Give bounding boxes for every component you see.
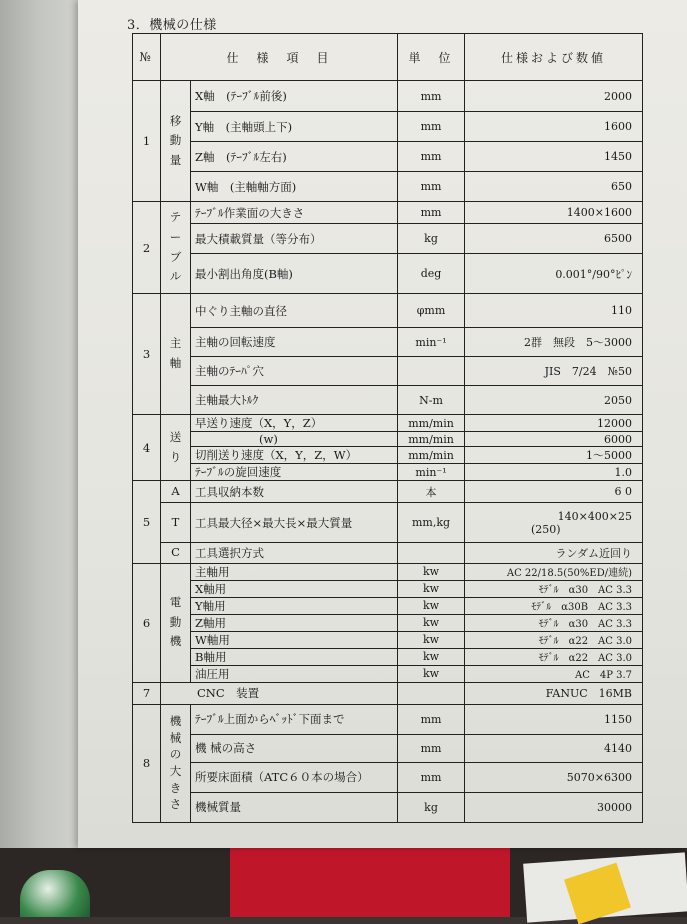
- unit-cell: mm: [398, 172, 465, 202]
- item-cell: ﾃｰﾌﾞﾙ上面からﾍﾞｯﾄﾞ下面まで: [191, 704, 398, 734]
- value-cell: 6500: [465, 224, 643, 254]
- unit-cell: deg: [398, 254, 465, 294]
- value-cell: ランダム近回り: [465, 543, 643, 564]
- table-row: [133, 464, 643, 481]
- value-cell: AC 22/18.5(50%ED/連続): [465, 563, 643, 580]
- value-cell: JIS 7/24 №50: [465, 357, 643, 386]
- item-cell: 最小割出角度(B軸): [191, 254, 398, 294]
- value-cell: 2050: [465, 386, 643, 415]
- group-number: 4: [133, 415, 161, 481]
- table-row: [133, 254, 643, 294]
- item-cell: W軸用: [191, 631, 398, 648]
- table-row: [133, 734, 643, 762]
- unit-cell: kw: [398, 563, 465, 580]
- table-row: [133, 357, 643, 386]
- item-cell: 早送り速度（X，Y，Z）: [191, 415, 398, 432]
- item-cell: 最大積載質量（等分布）: [191, 224, 398, 254]
- unit-cell: kw: [398, 597, 465, 614]
- item-cell: 機 械の高さ: [191, 734, 398, 762]
- unit-cell: mm: [398, 704, 465, 734]
- table-row: [133, 648, 643, 665]
- value-cell: ﾓﾃﾞﾙ α30 AC 3.3: [465, 580, 643, 597]
- unit-cell: min⁻¹: [398, 328, 465, 357]
- value-cell: 1～5000: [465, 447, 643, 464]
- unit-cell: mm: [398, 202, 465, 224]
- unit-cell: kw: [398, 614, 465, 631]
- value-cell: FANUC 16MB: [465, 682, 643, 704]
- table-row: [133, 503, 643, 543]
- unit-cell: 本: [398, 481, 465, 503]
- item-cell: 工具収納本数: [191, 481, 398, 503]
- value-cell: 30000: [465, 792, 643, 822]
- value-cell: 110: [465, 294, 643, 328]
- table-header-row: [133, 34, 643, 81]
- table-row: [133, 792, 643, 822]
- value-cell: ﾓﾃﾞﾙ α30 AC 3.3: [465, 614, 643, 631]
- header-value: 仕様および数値: [465, 34, 643, 81]
- group-label: A: [161, 481, 191, 503]
- unit-cell: [398, 543, 465, 564]
- table-row: [133, 665, 643, 682]
- item-cell: 主軸用: [191, 563, 398, 580]
- item-cell: CNC 装置: [161, 682, 398, 704]
- table-row: [133, 580, 643, 597]
- group-number: 1: [133, 81, 161, 202]
- header-no: №: [133, 34, 161, 81]
- unit-cell: mm: [398, 81, 465, 112]
- unit-cell: [398, 357, 465, 386]
- table-row: [133, 294, 643, 328]
- item-cell: 主軸最大ﾄﾙｸ: [191, 386, 398, 415]
- item-cell: X軸 (ﾃｰﾌﾞﾙ前後): [191, 81, 398, 112]
- value-cell: 4140: [465, 734, 643, 762]
- value-cell: 1450: [465, 142, 643, 172]
- value-cell: 2000: [465, 81, 643, 112]
- table-row: [133, 415, 643, 432]
- group-number: 6: [133, 563, 161, 682]
- group-number: 5: [133, 481, 161, 564]
- group-number: 2: [133, 202, 161, 294]
- unit-cell: kg: [398, 792, 465, 822]
- group-label: 送り: [161, 415, 191, 481]
- value-cell: 1150: [465, 704, 643, 734]
- header-item: 仕 様 項 目: [161, 34, 398, 81]
- value-cell: 5070×6300: [465, 762, 643, 792]
- table-row: [133, 172, 643, 202]
- group-label: テーブル: [161, 202, 191, 294]
- unit-cell: mm: [398, 762, 465, 792]
- item-cell: Y軸用: [191, 597, 398, 614]
- unit-cell: kw: [398, 580, 465, 597]
- unit-cell: mm: [398, 112, 465, 142]
- value-cell: ﾓﾃﾞﾙ α30B AC 3.3: [465, 597, 643, 614]
- unit-cell: mm/min: [398, 432, 465, 447]
- unit-cell: mm,kg: [398, 503, 465, 543]
- value-cell: [465, 503, 643, 543]
- value-cell: 2群 無段 5～3000: [465, 328, 643, 357]
- group-label: 機械の大きさ: [161, 704, 191, 822]
- table-row: [133, 142, 643, 172]
- value-cell: 1600: [465, 112, 643, 142]
- item-cell: Z軸 (ﾃｰﾌﾞﾙ左右): [191, 142, 398, 172]
- group-number: 7: [133, 682, 161, 704]
- item-cell: Y軸 (主軸頭上下): [191, 112, 398, 142]
- group-number: 8: [133, 704, 161, 822]
- item-cell: 主軸の回転速度: [191, 328, 398, 357]
- background-left-page: [0, 0, 90, 860]
- unit-cell: min⁻¹: [398, 464, 465, 481]
- group-label: 電動機: [161, 563, 191, 682]
- table-row: [133, 328, 643, 357]
- item-cell: B軸用: [191, 648, 398, 665]
- table-row: [133, 432, 643, 447]
- item-cell: (w): [191, 432, 398, 447]
- table-row: [133, 202, 643, 224]
- item-cell: X軸用: [191, 580, 398, 597]
- unit-cell: φmm: [398, 294, 465, 328]
- unit-cell: mm/min: [398, 415, 465, 432]
- item-cell: 油圧用: [191, 665, 398, 682]
- green-object: [20, 870, 90, 917]
- table-row: [133, 81, 643, 112]
- group-label: 移動量: [161, 81, 191, 202]
- group-number: 3: [133, 294, 161, 415]
- unit-cell: N-m: [398, 386, 465, 415]
- unit-cell: [398, 682, 465, 704]
- unit-cell: kg: [398, 224, 465, 254]
- value-cell: 6000: [465, 432, 643, 447]
- item-cell: ﾃｰﾌﾞﾙの旋回速度: [191, 464, 398, 481]
- unit-cell: kw: [398, 648, 465, 665]
- item-cell: 工具選択方式: [191, 543, 398, 564]
- item-cell: Z軸用: [191, 614, 398, 631]
- unit-cell: mm/min: [398, 447, 465, 464]
- value-line: 140×400×25: [557, 509, 633, 523]
- item-cell: 所要床面積（ATC６０本の場合）: [191, 762, 398, 792]
- table-row: [133, 447, 643, 464]
- table-row: [133, 563, 643, 580]
- item-cell: W軸 (主軸軸方面): [191, 172, 398, 202]
- item-cell: 主軸のﾃｰﾊﾟ穴: [191, 357, 398, 386]
- group-label: 主軸: [161, 294, 191, 415]
- value-cell: 12000: [465, 415, 643, 432]
- table-row: [133, 224, 643, 254]
- item-cell: 中ぐり主軸の直径: [191, 294, 398, 328]
- table-row: [133, 386, 643, 415]
- unit-cell: mm: [398, 734, 465, 762]
- value-cell: 650: [465, 172, 643, 202]
- group-label: C: [161, 543, 191, 564]
- value-cell: AC 4P 3.7: [465, 665, 643, 682]
- unit-cell: mm: [398, 142, 465, 172]
- table-row: [133, 481, 643, 503]
- table-row: [133, 614, 643, 631]
- table-row: [133, 704, 643, 734]
- spec-table: [132, 33, 643, 823]
- value-cell: 0.001°/90°ﾋﾟﾝ: [465, 254, 643, 294]
- unit-cell: kw: [398, 665, 465, 682]
- item-cell: ﾃｰﾌﾞﾙ作業面の大きさ: [191, 202, 398, 224]
- group-label: T: [161, 503, 191, 543]
- section-title: 3．機械の仕様: [127, 18, 217, 33]
- value-cell: ﾓﾃﾞﾙ α22 AC 3.0: [465, 648, 643, 665]
- value-cell: 1.0: [465, 464, 643, 481]
- table-row: [133, 631, 643, 648]
- table-row: [133, 543, 643, 564]
- red-object: [230, 848, 510, 917]
- item-cell: 機械質量: [191, 792, 398, 822]
- table-row: [133, 112, 643, 142]
- table-row: [133, 762, 643, 792]
- header-unit: 単 位: [398, 34, 465, 81]
- value-line: (250): [531, 522, 561, 536]
- value-cell: 1400×1600: [465, 202, 643, 224]
- unit-cell: kw: [398, 631, 465, 648]
- item-cell: 工具最大径×最大長×最大質量: [191, 503, 398, 543]
- value-cell: ﾓﾃﾞﾙ α22 AC 3.0: [465, 631, 643, 648]
- table-row: [133, 597, 643, 614]
- item-cell: 切削送り速度（X，Y，Z，W）: [191, 447, 398, 464]
- table-row: [133, 682, 643, 704]
- value-cell: 6 0: [465, 481, 643, 503]
